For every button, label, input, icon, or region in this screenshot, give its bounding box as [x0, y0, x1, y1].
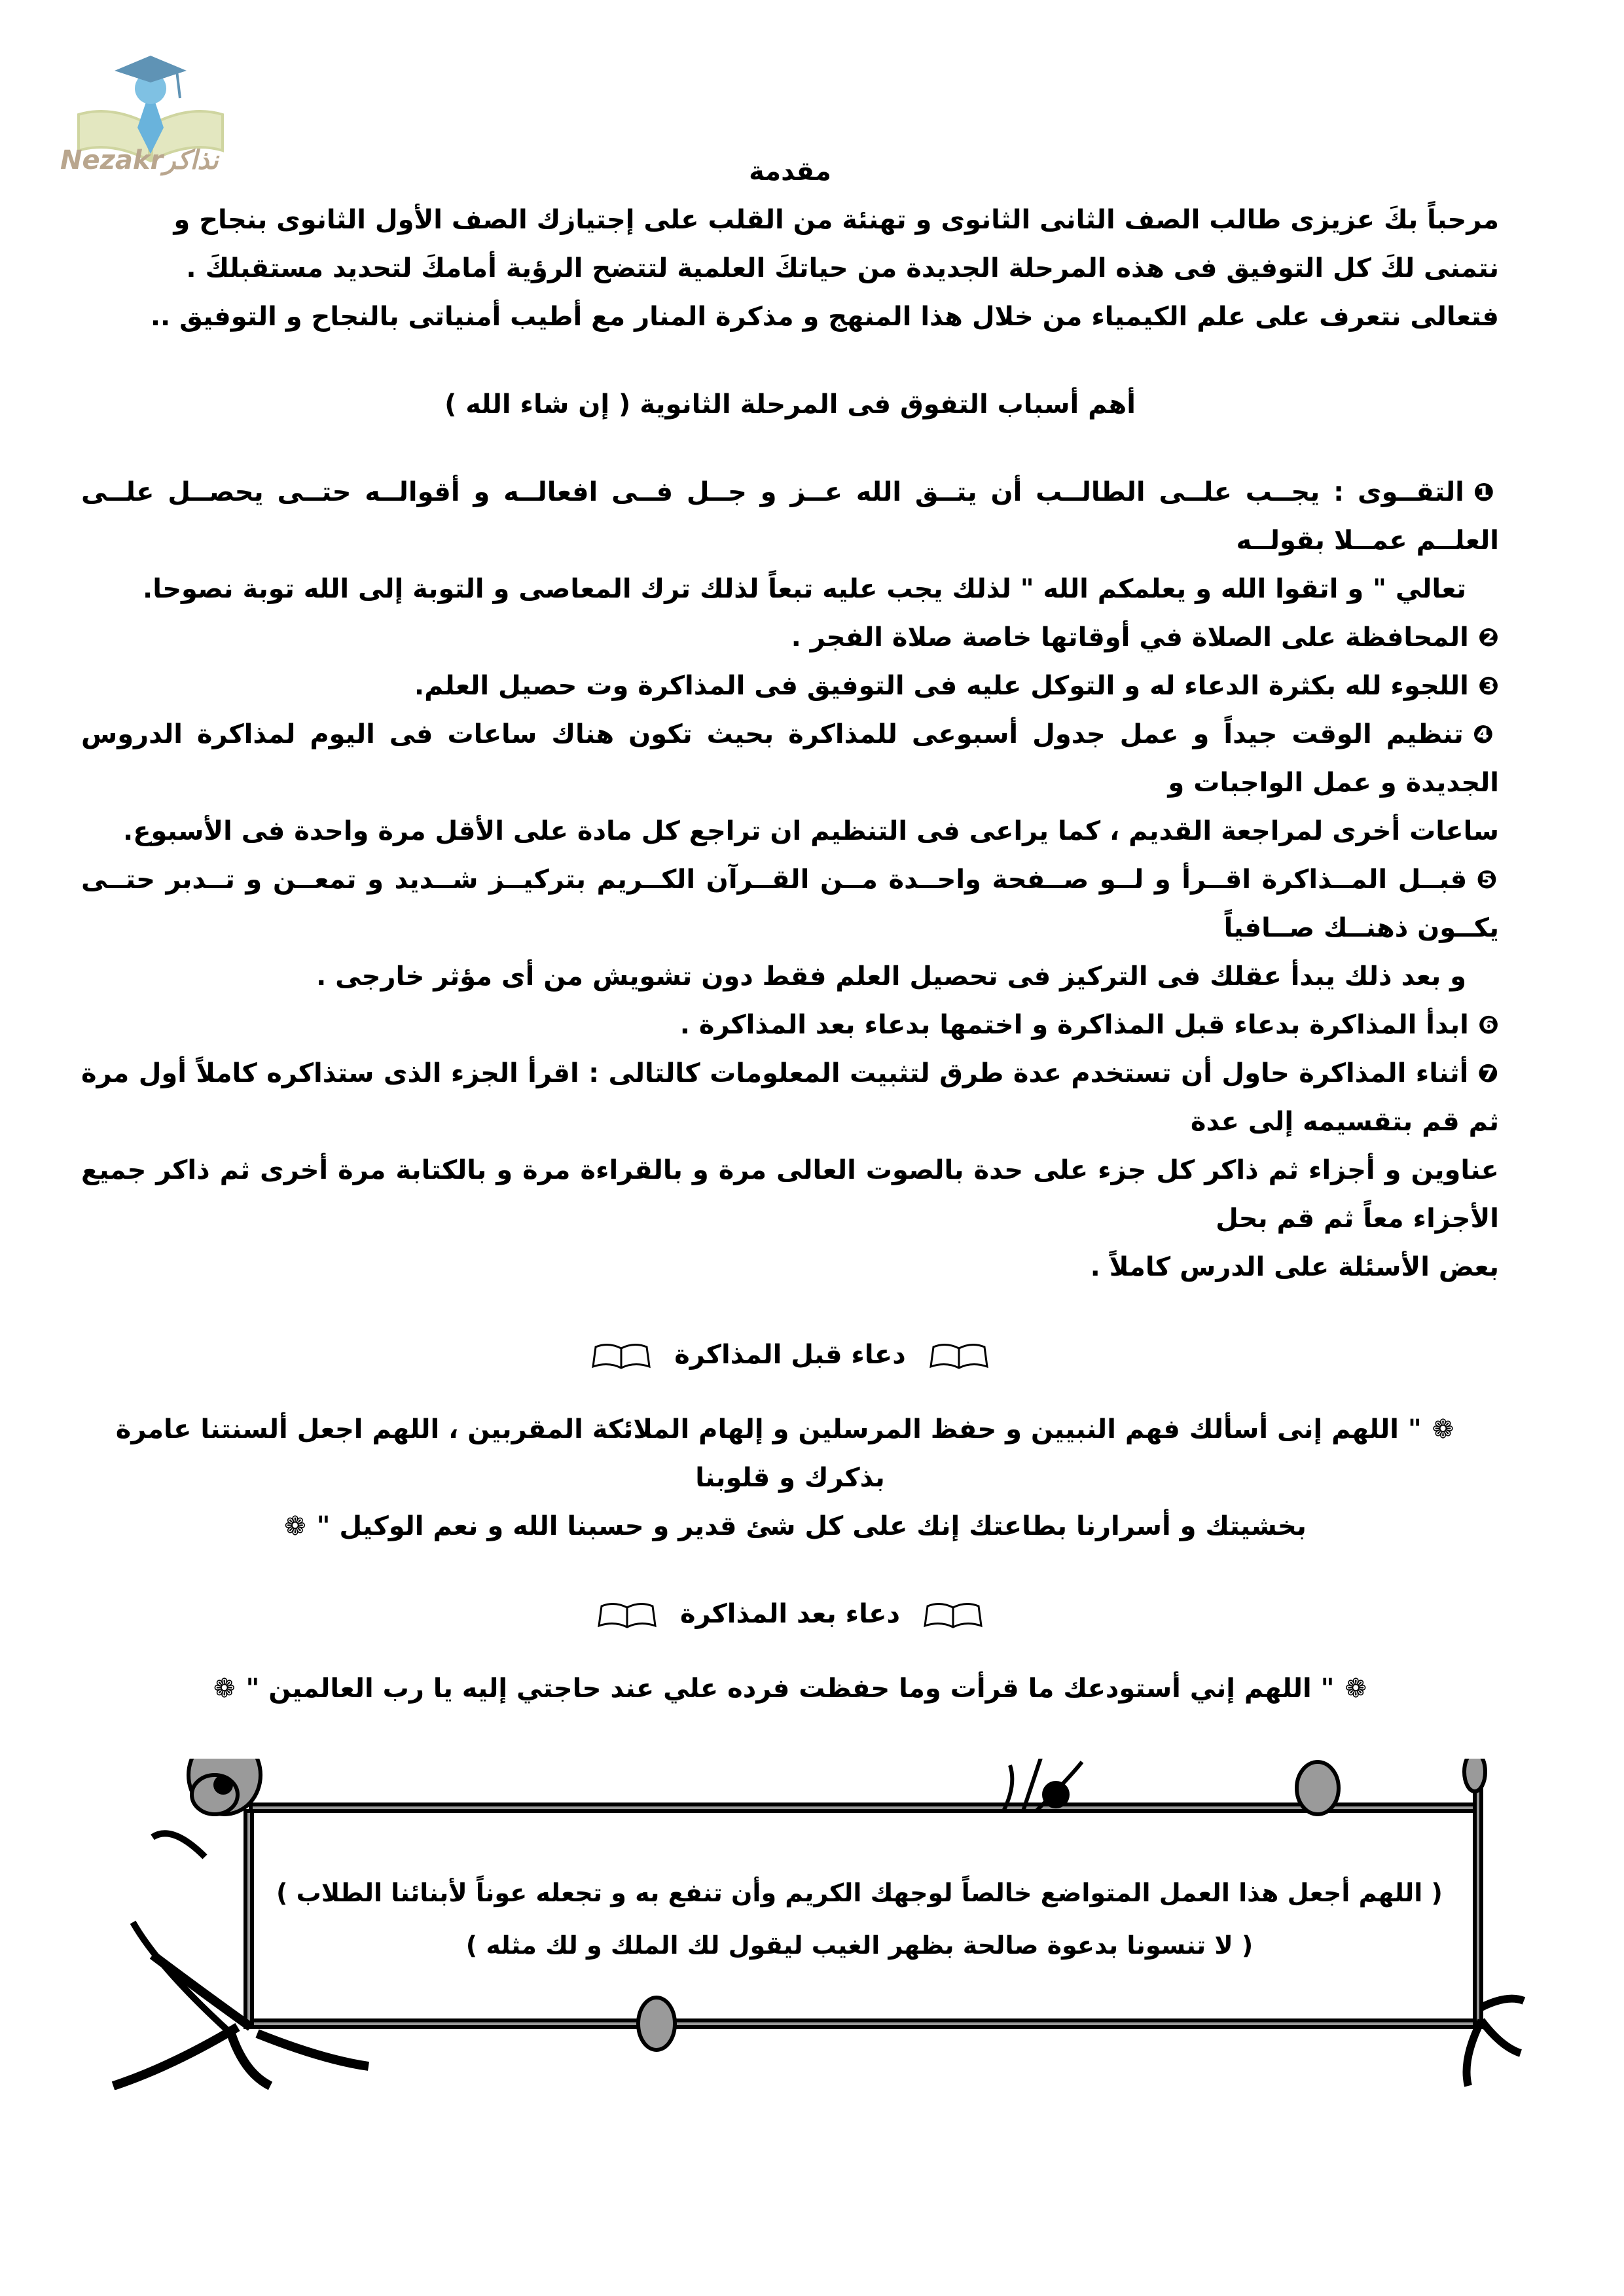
- number-badge: ❻: [1477, 1011, 1499, 1039]
- open-book-icon: [592, 1342, 651, 1371]
- dua-after-heading: [81, 1590, 1499, 1638]
- list-item: ❹تنظيم الوقت جيداً و عمل جدول أسبوعى للمذاكرة بحيث تكون هناك ساعات فى اليوم لمذاكرة الدروس الجديدة و عمل الواجبات و: [81, 719, 1499, 798]
- open-book-icon: [598, 1601, 657, 1630]
- list-item: ❼أثناء المذاكرة حاول أن تستخدم عدة طرق لتثبيت المعلومات كالتالى : اقرأ الجزء الذى ستذاكره كاملاً أول مرة ثم قم بتقسيمه إلى عدة: [81, 1058, 1499, 1137]
- flower-ornament-icon: ❁: [1344, 1674, 1367, 1704]
- flower-ornament-icon: ❁: [1432, 1414, 1454, 1444]
- number-badge: ❹: [1472, 720, 1499, 749]
- number-badge: ❷: [1477, 623, 1499, 652]
- list-item: ❷المحافظة على الصلاة في أوقاتها خاصة صلاة الفجر .: [791, 622, 1499, 653]
- logo-text-arabic: نذاكر: [163, 145, 219, 175]
- open-book-icon: [929, 1342, 988, 1371]
- dua-after-line: ❁" اللهم إني أستودعك ما قرأت وما حفظت فرده علي عند حاجتي إليه يا رب العالمين "❁: [213, 1674, 1367, 1704]
- frame-text: [270, 1867, 1449, 1971]
- dua-before-heading: [81, 1331, 1499, 1379]
- logo-text-latin: Nezakr: [60, 145, 164, 175]
- list-item: ❻ابدأ المذاكرة بدعاء قبل المذاكرة و اختمها بدعاء بعد المذاكرة .: [679, 1010, 1499, 1040]
- number-badge: ❸: [1477, 672, 1499, 700]
- list-item-cont: و بعد ذلك يبدأ عقلك فى التركيز فى تحصيل العلم فقط دون تشويش من أى مؤثر خارجى .: [316, 961, 1466, 992]
- number-badge: ❶: [1473, 478, 1499, 507]
- dua-after-title: دعاء بعد المذاكرة: [680, 1599, 900, 1629]
- floral-frame-box: [74, 1759, 1528, 2090]
- number-badge: ❺: [1476, 865, 1499, 894]
- intro-line: نتمنى لكَ كل التوفيق فى هذه المرحلة الجديدة من حياتكَ العلمية لتتضح الرؤية أمامكَ لتحديد مستقبلكَ .: [186, 253, 1499, 283]
- list-item-cont: بعض الأسئلة على الدرس كاملاً .: [1090, 1252, 1499, 1282]
- flower-ornament-icon: ❁: [213, 1674, 236, 1704]
- frame-line: ( لا تنسونا بدعوة صالحة بظهر الغيب ليقول لك الملك و لك مثله ): [465, 1931, 1254, 1960]
- list-item: ❸اللجوء لله بكثرة الدعاء له و التوكل عليه فى التوفيق فى المذاكرة وت حصيل العلم.: [414, 671, 1499, 701]
- frame-top-bar: [251, 1804, 1481, 1811]
- reasons-list: [81, 468, 1499, 1291]
- reasons-heading: أهم أسباب التفوق فى المرحلة الثانوية ( إن شاء الله ): [444, 389, 1136, 420]
- list-item-cont: تعالي " و اتقوا الله و يعلمكم الله " لذلك يجب عليه تبعاً لذلك ترك المعاصى و التوبة إلى الله توبة نصوحا.: [143, 574, 1466, 604]
- list-item-cont: ساعات أخرى لمراجعة القديم ، كما يراعى فى التنظيم ان تراجع كل مادة على الأقل مرة واحدة فى الأسبوع.: [123, 816, 1499, 846]
- dua-before-line: ❁" اللهم إنى أسألك فهم النبيين و حفظ المرسلين و إلهام الملائكة المقربين ، اللهم اجعل ألسنتنا عامرة بذكرك و قلوبنا: [115, 1414, 1454, 1493]
- dua-before-line: بخشيتك و أسرارنا بطاعتك إنك على كل شئ قدير و حسبنا الله و نعم الوكيل "❁: [284, 1511, 1307, 1541]
- dua-before-title: دعاء قبل المذاكرة: [674, 1340, 906, 1370]
- list-item-cont: عناوين و أجزاء ثم ذاكر كل جزء على حدة بالصوت العالى مرة و بالقراءة مرة و بالكتابة مرة أخرى ثم ذاكر جميع الأجزاء معاً ثم قم بحل: [81, 1155, 1499, 1234]
- open-book-icon: [924, 1601, 983, 1630]
- frame-bottom-bar: [251, 2020, 1481, 2027]
- frame-line: ( اللهم أجعل هذا العمل المتواضع خالصاً لوجهك الكريم وأن تنفع به و تجعله عوناً لأبنائنا الطلاب ): [276, 1878, 1443, 1907]
- intro-title: مقدمة: [749, 156, 831, 187]
- intro-line: مرحباً بكَ عزيزى طالب الصف الثانى الثانوى و تهنئة من القلب على إجتيازك الصف الأول الثانوى بنجاح و: [173, 205, 1499, 235]
- list-item: ❺قبــل المــذاكرة اقــرأ و لــو صــفحة واحــدة مــن القــرآن الكــريم بتركيــز شــديد و تمعــن و تــدبر حتــى يكــون ذهنــك صــافياً: [81, 865, 1499, 943]
- number-badge: ❼: [1477, 1059, 1499, 1088]
- frame-left-bar: [245, 1811, 252, 2027]
- flower-ornament-icon: ❁: [284, 1511, 306, 1541]
- intro-line: فتعالى نتعرف على علم الكيمياء من خلال هذا المنهج و مذكرة المنار مع أطيب أمنياتى بالنجاح و التوفيق ..: [150, 302, 1499, 332]
- frame-right-bar: [1475, 1778, 1481, 2027]
- list-item: ❶التقــوى : يجــب علــى الطالــب أن يتــق الله عــز و جــل فــى افعالــه و أقوالــه حتــى يحصــل علــى العلــم عمــلا بقولــه: [81, 477, 1499, 556]
